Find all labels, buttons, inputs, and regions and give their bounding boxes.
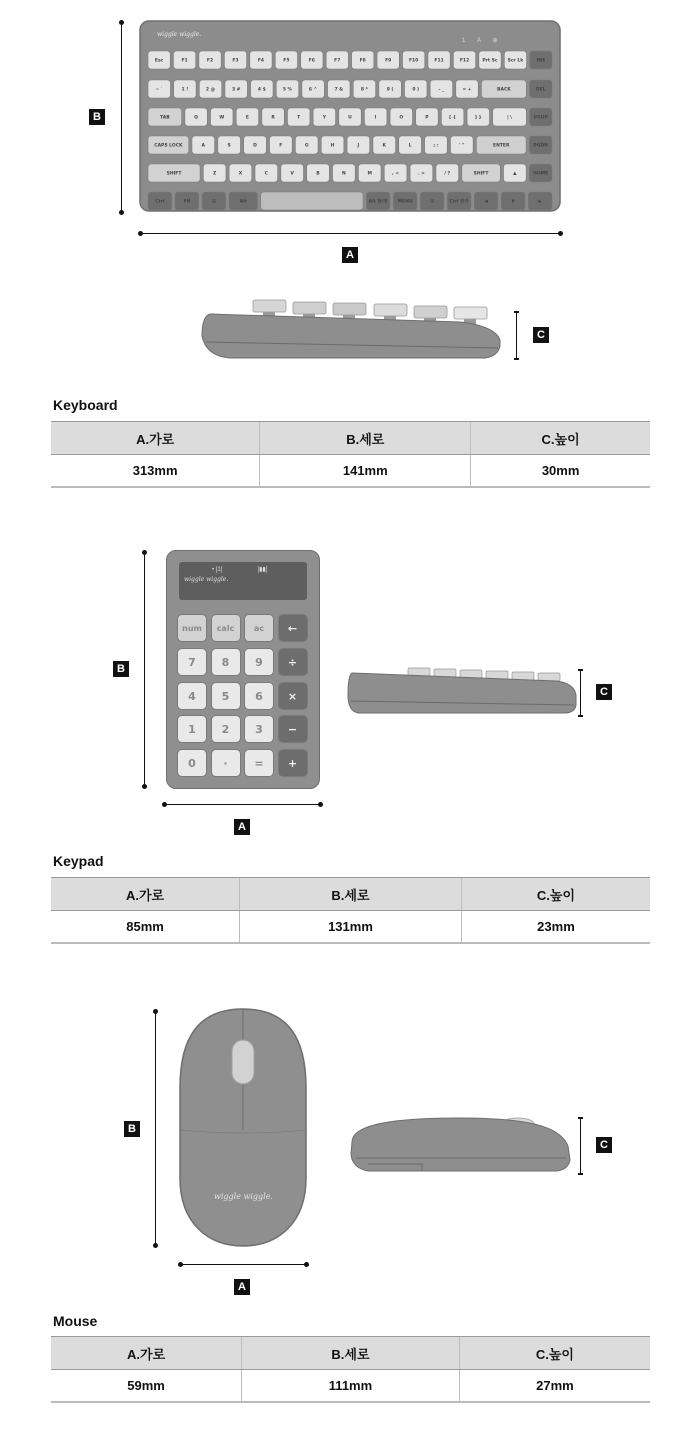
keyboard-key[interactable] (250, 51, 272, 69)
keypad-key[interactable]: × (278, 682, 308, 710)
badge-b: B (124, 1121, 140, 1137)
keyboard-key[interactable] (450, 136, 473, 154)
mouse-section (0, 1000, 700, 1429)
dimension-line-c (580, 1118, 581, 1174)
dimension-endpoint (142, 784, 147, 789)
keyboard-key[interactable] (384, 164, 407, 182)
key-label: 7 & (334, 87, 344, 93)
value-depth: 131mm (240, 911, 462, 944)
key-label: Alt 한/영 (368, 199, 388, 205)
keyboard-key[interactable] (301, 51, 323, 69)
keyboard-key[interactable] (321, 136, 344, 154)
keyboard-key[interactable] (358, 164, 381, 182)
key-label: SHIFT (473, 171, 489, 177)
value-width: 313mm (51, 455, 260, 488)
keyboard-key[interactable] (276, 80, 298, 98)
dimension-endpoint (318, 802, 323, 807)
key-label: G (304, 143, 309, 149)
keyboard-key[interactable] (405, 80, 427, 98)
keyboard-key[interactable] (493, 108, 527, 126)
key-label: PGDN (533, 143, 548, 149)
key-label: SHIFT (166, 171, 182, 177)
key-label: K (382, 143, 386, 149)
dimension-line-a (180, 1264, 306, 1265)
key-label: F9 (385, 58, 392, 64)
keyboard-key[interactable] (262, 108, 284, 126)
keypad-key[interactable]: 2 (211, 715, 241, 743)
keyboard-key[interactable] (373, 136, 396, 154)
key-label: P (425, 115, 429, 121)
key-label: TAB (160, 115, 170, 121)
keyboard-key[interactable] (148, 192, 172, 210)
keyboard-key[interactable] (236, 108, 258, 126)
dimension-endpoint (119, 210, 124, 215)
keyboard-key[interactable] (390, 108, 412, 126)
keyboard-key[interactable] (275, 51, 297, 69)
key-label: Y (322, 115, 326, 121)
dimension-endpoint (578, 669, 583, 671)
key-label: X (238, 171, 243, 177)
badge-a: A (234, 819, 250, 835)
key-label: F5 (283, 58, 290, 64)
key-label: - _ (438, 87, 445, 93)
section-title: Mouse (53, 1313, 98, 1329)
key-label: F2 (206, 58, 214, 64)
keyboard-key[interactable] (529, 164, 552, 182)
badge-b: B (113, 661, 129, 677)
keyboard-key[interactable] (528, 192, 552, 210)
keyboard-key[interactable] (229, 164, 252, 182)
keyboard-key[interactable] (530, 108, 552, 126)
keyboard-key[interactable] (453, 51, 475, 69)
spec-table (51, 1336, 650, 1403)
dimension-endpoint (514, 311, 519, 313)
key-label: F8 (359, 58, 366, 64)
keyboard-key[interactable] (393, 192, 417, 210)
key-label: J (357, 143, 360, 149)
key-label: Esc (154, 58, 164, 64)
badge-a: A (342, 247, 358, 263)
keyboard-key[interactable] (474, 192, 498, 210)
key-label: CAPS LOCK (154, 143, 183, 149)
header-depth: B.세로 (260, 422, 471, 455)
key-label: ENTER (493, 143, 510, 149)
keypad-key[interactable]: · (211, 749, 241, 777)
dimension-line-b (155, 1011, 156, 1245)
header-height: C.높이 (459, 1337, 650, 1370)
dimension-endpoint (558, 231, 563, 236)
key-label: 0 ) (412, 87, 420, 93)
key-label: INS (536, 58, 546, 64)
keyboard-key[interactable] (476, 136, 526, 154)
keyboard-key[interactable] (175, 192, 199, 210)
key-label: ' " (459, 143, 465, 149)
key-label: ⊞ (430, 199, 435, 205)
keyboard-key[interactable] (420, 192, 444, 210)
keyboard-key[interactable] (148, 136, 189, 154)
value-width: 59mm (51, 1370, 242, 1403)
spec-table (51, 877, 650, 944)
keyboard-key[interactable] (192, 136, 215, 154)
keypad-key[interactable]: 5 (211, 682, 241, 710)
key-label: F7 (334, 58, 341, 64)
section-title: Keypad (53, 853, 104, 869)
keyboard-key[interactable] (529, 136, 552, 154)
keypad-key[interactable]: ← (278, 614, 308, 642)
keyboard-side-view (200, 296, 510, 361)
key-label: , < (392, 171, 400, 177)
key-label: 2 @ (205, 87, 216, 93)
key-label: F (279, 143, 283, 149)
keyboard-key[interactable] (428, 51, 450, 69)
keyboard-key[interactable] (251, 80, 273, 98)
badge-b: B (89, 109, 105, 125)
keyboard-key[interactable] (364, 108, 386, 126)
value-depth: 111mm (242, 1370, 460, 1403)
keyboard-key[interactable] (202, 192, 226, 210)
keyboard-key[interactable] (199, 51, 221, 69)
key-label: D (253, 143, 257, 149)
key-label: 5 % (282, 87, 293, 93)
keyboard-key[interactable] (199, 80, 221, 98)
keyboard-key[interactable] (229, 192, 258, 210)
key-label: W (219, 115, 225, 121)
keyboard-brand-logo: wiggle wiggle. (157, 31, 202, 38)
keypad-key[interactable]: 7 (177, 648, 207, 676)
keyboard-key[interactable] (504, 51, 526, 69)
keyboard-key[interactable] (148, 80, 170, 98)
dimension-line-b (144, 552, 145, 786)
keyboard-key[interactable] (456, 80, 478, 98)
key-label: Ctrl (155, 199, 165, 205)
keypad-key[interactable]: 9 (244, 648, 274, 676)
key-label: . > (417, 171, 425, 177)
keyboard-key[interactable] (467, 108, 489, 126)
dimension-endpoint (153, 1243, 158, 1248)
keypad-key[interactable]: 3 (244, 715, 274, 743)
keyboard-key[interactable] (287, 108, 309, 126)
key-label: ◀ (484, 199, 488, 205)
key-label: B (316, 171, 320, 177)
keyboard-section (0, 0, 700, 490)
key-label: PGUP (533, 115, 548, 121)
key-label: Ctrl 한자 (449, 199, 469, 205)
keypad-brand-logo: wiggle wiggle. (184, 576, 229, 583)
keypad-key[interactable]: num (177, 614, 207, 642)
key-label: S (227, 143, 231, 149)
key-label: 8 * (360, 87, 368, 93)
keyboard-key[interactable] (430, 80, 452, 98)
key-label: E (245, 115, 249, 121)
key-label: F4 (257, 58, 265, 64)
keypad-key[interactable]: 1 (177, 715, 207, 743)
key-label: A (201, 143, 206, 149)
keyboard-key[interactable] (416, 108, 438, 126)
key-label: DEL (535, 87, 546, 93)
keyboard-key[interactable] (328, 80, 350, 98)
key-label: V (290, 171, 294, 177)
key-label: | \ (507, 115, 512, 121)
header-width: A.가로 (51, 878, 240, 911)
key-label: F12 (459, 58, 470, 64)
value-width: 85mm (51, 911, 240, 944)
value-height: 27mm (459, 1370, 650, 1403)
keyboard-key[interactable] (479, 51, 501, 69)
key-label: 3 # (231, 87, 241, 93)
keyboard-key[interactable] (481, 80, 526, 98)
key-label: I (374, 115, 377, 121)
keyboard-indicator-icons: 1 A ⊕ (462, 38, 498, 44)
key-label: Z (212, 171, 217, 177)
keyboard-key[interactable] (148, 108, 182, 126)
key-label: F11 (434, 58, 444, 64)
key-label: C (264, 171, 268, 177)
key-label: ⊞ (211, 199, 216, 205)
key-label: F6 (308, 58, 315, 64)
key-label: ; : (433, 143, 439, 149)
key-label: Alt (239, 199, 247, 205)
key-label: ] } (474, 115, 482, 121)
key-label: L (408, 143, 412, 149)
keyboard-key[interactable] (352, 51, 374, 69)
keyboard-key[interactable] (261, 192, 363, 210)
keyboard-key[interactable] (333, 164, 356, 182)
key-label: F3 (232, 58, 239, 64)
header-height: C.높이 (461, 878, 650, 911)
key-label: F10 (408, 58, 419, 64)
keyboard-key[interactable] (530, 80, 552, 98)
key-label: F1 (181, 58, 188, 64)
keyboard-key[interactable] (174, 80, 196, 98)
keyboard-key[interactable] (211, 108, 233, 126)
keyboard-key[interactable] (377, 51, 399, 69)
key-label: Scr Lk (507, 58, 524, 64)
dimension-endpoint (578, 1117, 583, 1119)
keyboard-key[interactable] (203, 164, 226, 182)
spec-table (51, 421, 650, 488)
badge-c: C (596, 1137, 612, 1153)
keyboard-key[interactable] (281, 164, 304, 182)
keyboard-key[interactable] (462, 164, 501, 182)
header-height: C.높이 (471, 422, 650, 455)
key-label: HOME (533, 171, 549, 177)
keypad-status-icons: • [1] [▮▮] (212, 567, 268, 573)
keyboard-key[interactable] (225, 80, 247, 98)
keyboard-key[interactable] (366, 192, 390, 210)
keypad-key[interactable]: calc (211, 614, 241, 642)
keypad-key[interactable]: ÷ (278, 648, 308, 676)
dimension-line-a (164, 804, 320, 805)
mouse-brand-logo: wiggle wiggle. (214, 1192, 273, 1201)
keyboard-key[interactable] (295, 136, 318, 154)
header-depth: B.세로 (240, 878, 462, 911)
keyboard-key[interactable] (399, 136, 422, 154)
header-width: A.가로 (51, 422, 260, 455)
key-label: N (341, 171, 346, 177)
keypad-key[interactable]: 6 (244, 682, 274, 710)
dimension-endpoint (514, 358, 519, 360)
keypad-key[interactable]: 4 (177, 682, 207, 710)
key-label: [ { (449, 115, 457, 121)
header-depth: B.세로 (242, 1337, 460, 1370)
keyboard-key[interactable] (530, 51, 552, 69)
keyboard-key[interactable] (425, 136, 448, 154)
key-label: / ? (444, 171, 451, 177)
key-label: Q (194, 115, 199, 121)
badge-a: A (234, 1279, 250, 1295)
key-label: 6 ^ (308, 87, 318, 93)
key-label: FN (183, 199, 191, 205)
key-label: U (348, 115, 352, 121)
key-label: ▲ (513, 171, 517, 177)
keypad-section (0, 540, 700, 950)
keyboard-key[interactable] (504, 164, 527, 182)
dimension-line-a (140, 233, 560, 234)
keyboard-key[interactable] (218, 136, 241, 154)
keyboard-key[interactable] (244, 136, 267, 154)
key-label: T (297, 115, 301, 121)
keyboard-key[interactable] (307, 164, 330, 182)
keyboard-key[interactable] (270, 136, 293, 154)
keypad-key[interactable]: 8 (211, 648, 241, 676)
value-height: 30mm (471, 455, 650, 488)
dimension-line-c (580, 670, 581, 716)
keyboard-key[interactable] (148, 51, 170, 69)
key-label: R (271, 115, 275, 121)
dimension-line-b (121, 22, 122, 212)
mouse-side-view (348, 1112, 573, 1172)
keyboard-top-view (140, 21, 562, 213)
key-label: Prt Sc (482, 58, 498, 64)
badge-c: C (596, 684, 612, 700)
keyboard-key[interactable] (436, 164, 459, 182)
keyboard-key[interactable] (185, 108, 207, 126)
key-label: ▶ (538, 199, 542, 205)
key-label: H (330, 143, 335, 149)
value-height: 23mm (461, 911, 650, 944)
key-label: ~ ` (155, 87, 164, 93)
keyboard-key[interactable] (326, 51, 348, 69)
keyboard-key[interactable] (173, 51, 195, 69)
key-label: = + (462, 87, 472, 93)
dimension-endpoint (578, 715, 583, 717)
value-depth: 141mm (260, 455, 471, 488)
keyboard-key[interactable] (347, 136, 370, 154)
key-label: 1 ! (181, 87, 189, 93)
dimension-endpoint (304, 1262, 309, 1267)
keyboard-key[interactable] (148, 164, 200, 182)
keyboard-key[interactable] (403, 51, 425, 69)
keyboard-key[interactable] (379, 80, 401, 98)
key-label: M (367, 171, 372, 177)
key-label: O (399, 115, 404, 121)
keyboard-key[interactable] (410, 164, 433, 182)
keyboard-key[interactable] (255, 164, 278, 182)
key-label: 4 $ (257, 87, 266, 93)
key-label: BACK (497, 87, 511, 93)
key-label: 9 ( (386, 87, 394, 93)
keyboard-key[interactable] (339, 108, 361, 126)
keypad-key[interactable]: + (278, 749, 308, 777)
keyboard-key[interactable] (353, 80, 375, 98)
keyboard-key[interactable] (501, 192, 525, 210)
keyboard-key[interactable] (441, 108, 463, 126)
keypad-key[interactable]: ac (244, 614, 274, 642)
mouse-top-view (178, 1008, 308, 1248)
keypad-key[interactable]: 0 (177, 749, 207, 777)
dimension-line-c (516, 313, 517, 359)
header-width: A.가로 (51, 1337, 242, 1370)
keyboard-key[interactable] (313, 108, 335, 126)
keyboard-key[interactable] (302, 80, 324, 98)
keypad-side-view (346, 665, 586, 715)
dimension-endpoint (578, 1173, 583, 1175)
keypad-key[interactable]: − (278, 715, 308, 743)
badge-c: C (533, 327, 549, 343)
section-title: Keyboard (53, 397, 118, 413)
keypad-key[interactable]: = (244, 749, 274, 777)
keyboard-key[interactable] (447, 192, 471, 210)
keyboard-key[interactable] (224, 51, 246, 69)
key-label: MENU (397, 199, 413, 205)
key-label: ▼ (511, 199, 515, 205)
